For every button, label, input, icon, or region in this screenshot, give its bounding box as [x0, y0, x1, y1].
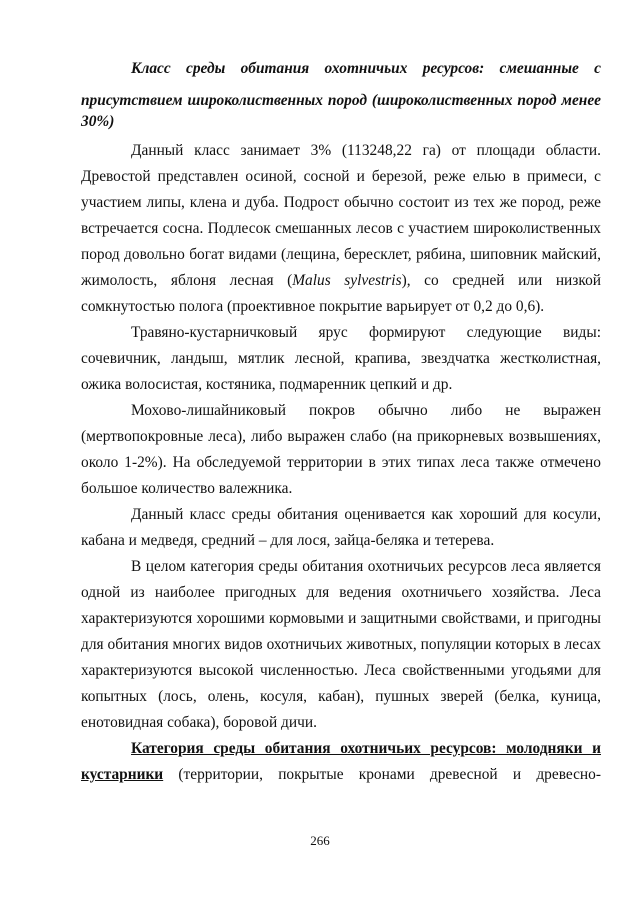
paragraph-line: (мертвопокровные леса), либо выражен слабо (на прикорневых возвышениях, [81, 428, 601, 445]
heading-category-line-2 [81, 765, 601, 785]
paragraph-line [81, 245, 601, 265]
paragraph-line [81, 271, 601, 291]
heading-class-line-2: присутствием широколиственных пород (широколиственных пород менее [81, 92, 601, 109]
heading-category-line-1: Категория среды обитания охотничьих ресурсов: молодняки и [131, 740, 601, 757]
latin-species-name: Malus sylvestris [292, 272, 402, 289]
paragraph-line: копытных (лось, олень, косуля, кабан), пушных зверей (белка, куница, [81, 688, 601, 705]
page-number: 266 [310, 833, 330, 848]
paragraph-line: около 1-2%). На обследуемой территории в этих типах леса также отмечено [81, 454, 601, 471]
paragraph-line: характеризуются хорошими кормовыми и защитными свойствами, и пригодны [81, 610, 601, 627]
paragraph-text: ), со средней или низкой [401, 272, 602, 289]
paragraph-line: встречается сосна. Подлесок смешанных лесов с участием широколиственных [81, 220, 601, 237]
paragraph-line: Данный класс занимает 3% (113248,22 га) от площади области. [131, 142, 601, 159]
paragraph-line: большое количество валежника. [81, 480, 293, 497]
paragraph-line: Мохово-лишайниковый покров обычно либо не выражен [131, 402, 601, 419]
paragraph-line: ожика волосистая, костяника, подмаренник цепкий и др. [81, 376, 453, 393]
paragraph-line: участием липы, клена и дуба. Подрост обычно состоит из тех же пород, реже [81, 194, 601, 211]
heading-category-bold: кустарники [81, 766, 164, 783]
paragraph-line: сочевичник, ландыш, мятлик лесной, крапива, звездчатка жестколистная, [81, 350, 601, 367]
paragraph-line: енотовидная собака), боровой дичи. [81, 714, 317, 731]
paragraph-line: сомкнутостью полога (проективное покрытие варьирует от 0,2 до 0,6). [81, 298, 545, 315]
paragraph-line: Древостой представлен осиной, сосной и березой, реже елью в примеси, с [81, 168, 601, 185]
paragraph-line: для обитания многих видов охотничьих животных, популяции которых в лесах [81, 636, 601, 653]
paragraph-line: кабана и медведя, средний – для лося, зайца-беляка и тетерева. [81, 532, 495, 549]
paragraph-line: В целом категория среды обитания охотничьих ресурсов леса является [131, 558, 601, 575]
paragraph-line: Травяно-кустарничковый ярус формируют следующие виды: [131, 324, 601, 341]
paragraph-line: Данный класс среды обитания оценивается как хороший для косули, [131, 506, 601, 523]
paragraph-line: одной из наиболее пригодных для ведения охотничьего хозяйства. Леса [81, 584, 601, 601]
heading-class-line-3: 30%) [81, 113, 115, 130]
paragraph-text: (территории, покрытые кронами древесной и древесно- [163, 766, 601, 783]
paragraph-line: характеризуются высокой численностью. Леса свойственными угодьями для [81, 662, 601, 679]
heading-class-line-1: Класс среды обитания охотничьих ресурсов: смешанные с [131, 60, 601, 77]
paragraph-text: жимолость, яблоня лесная ( [81, 272, 293, 289]
paragraph-text: пород довольно богат видами (лещина, бересклет, рябина, шиповник майский, [81, 246, 601, 263]
